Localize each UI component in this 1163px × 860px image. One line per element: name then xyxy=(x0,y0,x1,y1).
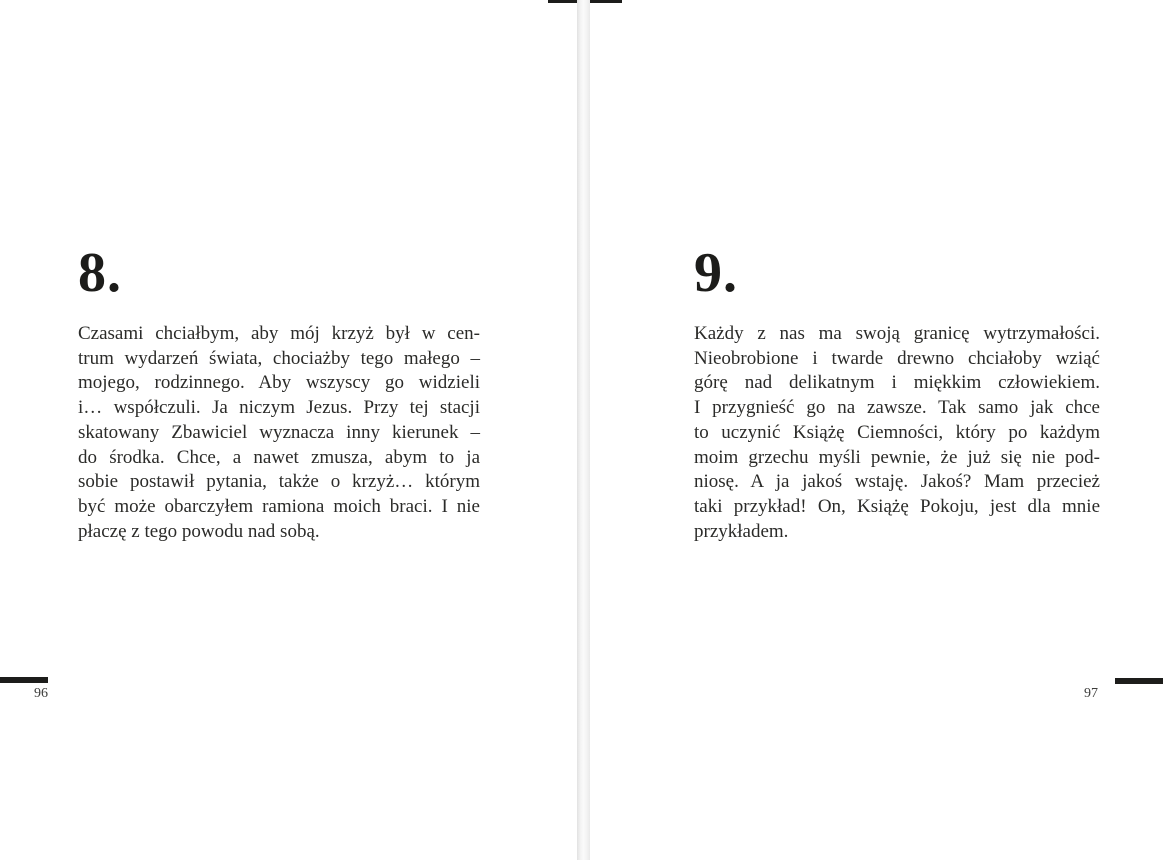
footer-rule xyxy=(1115,678,1163,684)
body-paragraph xyxy=(694,322,1100,544)
text-line: i… współczuli. Ja niczym Jezus. Przy tej stacji xyxy=(78,397,480,419)
text-line: trum wydarzeń świata, chociażby tego małego – xyxy=(78,347,480,369)
page-right xyxy=(590,0,1163,860)
text-line: I przygnieść go na zawsze. Tak samo jak chce xyxy=(694,397,1100,419)
section-heading: 8. xyxy=(78,242,122,304)
text-line: niosę. A ja jakoś wstaję. Jakoś? Mam przecież xyxy=(694,471,1100,493)
text-line: Każdy z nas ma swoją granicę wytrzymałości. xyxy=(694,323,1100,344)
page-number: 97 xyxy=(1084,686,1098,701)
page-left xyxy=(0,0,577,860)
body-paragraph xyxy=(78,322,480,544)
text-line: przykładem. xyxy=(694,520,789,542)
text-line: moim grzechu myśli pewnie, że już się nie pod- xyxy=(694,446,1100,468)
text-line: płaczę z tego powodu nad sobą. xyxy=(78,520,320,542)
text-line: Czasami chciałbym, aby mój krzyż był w cen- xyxy=(78,323,480,344)
text-line: taki przykład! On, Książę Pokoju, jest dla mnie xyxy=(694,495,1100,517)
text-line: być może obarczyłem ramiona moich braci. I nie xyxy=(78,495,480,517)
page-gutter xyxy=(577,0,590,860)
page-number: 96 xyxy=(34,686,48,701)
section-heading: 9. xyxy=(694,242,738,304)
text-line: Nieobrobione i twarde drewno chciałoby wziąć xyxy=(694,347,1100,369)
text-line: do środka. Chce, a nawet zmusza, abym to ja xyxy=(78,446,480,468)
footer-rule xyxy=(0,677,48,683)
text-line: to uczynić Książę Ciemności, który po każdym xyxy=(694,421,1100,443)
text-line: sobie postawił pytania, także o krzyż… którym xyxy=(78,471,480,493)
text-line: górę nad delikatnym i miękkim człowiekiem. xyxy=(694,372,1100,394)
text-line: mojego, rodzinnego. Aby wszyscy go widzieli xyxy=(78,372,480,394)
text-line: skatowany Zbawiciel wyznacza inny kierunek – xyxy=(78,421,480,443)
